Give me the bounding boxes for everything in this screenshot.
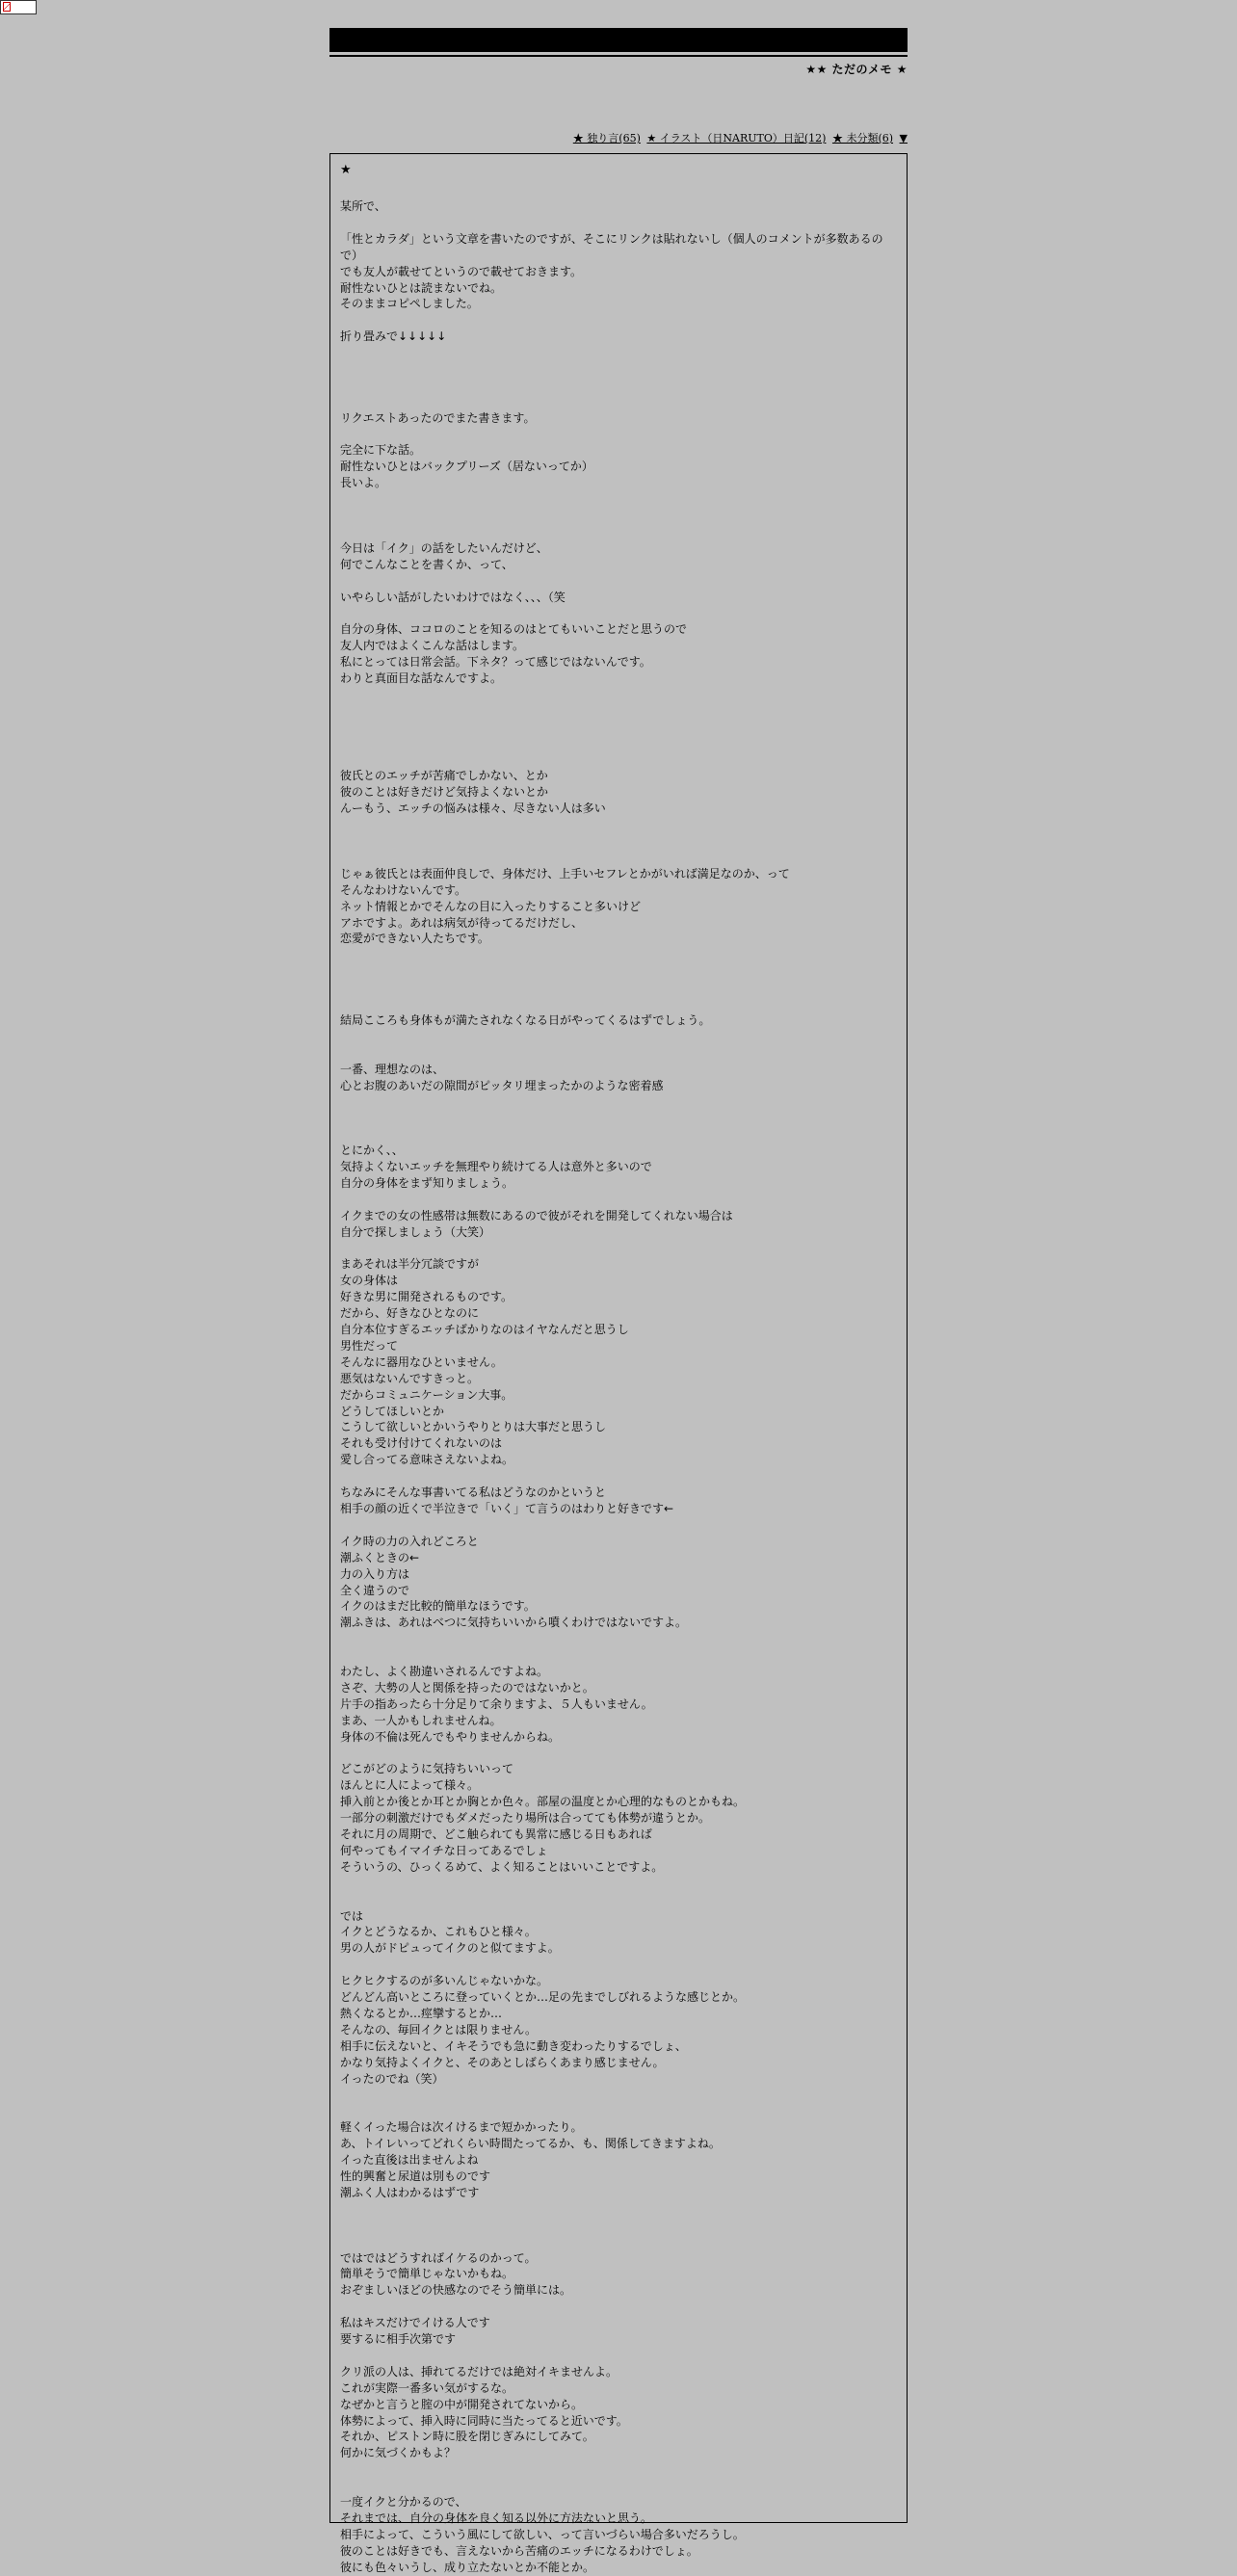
article-line — [340, 1192, 897, 1208]
article-line: 何かに気づくかもよ？ — [340, 2446, 457, 2460]
article-line — [340, 2348, 897, 2364]
article-line — [340, 1746, 897, 1762]
article-line: 自分の身体をまず知りましょう。 — [340, 1175, 514, 1190]
article-line: 折り畳みで↓↓↓↓↓ — [340, 329, 447, 344]
article-line: 相手の顔の近くで半泣きで「いく」て言うのはわりと好きです← — [340, 1502, 674, 1515]
article-line — [340, 720, 897, 736]
article-line: 彼のことは好きだけど気持よくないとか — [340, 785, 549, 800]
article-line: 気持よくないエッチを無理やり続けてる人は意外と多いので — [340, 1160, 652, 1174]
article-line: 完全に下な話。 — [340, 443, 422, 458]
article-line: 私はキスだけでイける人です — [340, 2316, 490, 2330]
article-title: ★ — [340, 163, 352, 177]
header-bar — [329, 28, 908, 55]
article-line — [340, 2478, 897, 2494]
article-line: 愛し合ってる意味さえないよね。 — [340, 1453, 514, 1467]
article-line — [340, 508, 897, 524]
category-link-monologue[interactable]: ★ 独り言(65) — [572, 132, 641, 145]
article-line: 今日は「イク」の話をしたいんだけど、 — [340, 540, 548, 555]
article-line — [340, 1468, 897, 1485]
article-line: 男の人がドピュってイクのと似てますよ。 — [340, 1941, 560, 1956]
article-line — [340, 687, 897, 703]
article-line: 私にとっては日常会話。下ネタ？って感じではないんです。 — [340, 655, 651, 670]
article-line: 挿入前とか後とか耳とか胸とか色々。部屋の温度とか心理的なものとかもね。 — [340, 1795, 746, 1809]
article-line: そんなに器用なひといません。 — [340, 1354, 503, 1369]
article-line: 彼のことは好きでも、言えないから苦痛のエッチになるわけでしょ。 — [340, 2543, 698, 2558]
category-link-uncategorized[interactable]: ★ 未分類(6) — [831, 132, 894, 145]
article-line — [340, 963, 897, 980]
article-line — [340, 850, 897, 866]
article-line: リクエストあったのでまた書きます。 — [340, 410, 536, 425]
article-line: だからコミュニケーション大事。 — [340, 1387, 513, 1402]
article-line: 片手の指あったら十分足りて余りますよ、５人もいません。 — [340, 1696, 653, 1711]
article-line: イった直後は出ませんよね — [340, 2153, 479, 2168]
article-line — [340, 573, 897, 590]
article-line: んーもう、エッチの悩みは様々、尽きない人は多い — [340, 802, 606, 816]
article-line: 結局こころも身体もが満たされなくなる日がやってくるはずでしょう。 — [340, 1012, 711, 1027]
article-line: 力の入り方は — [340, 1566, 410, 1581]
article-line — [340, 1892, 897, 1908]
article-line: アホですよ。あれは病気が待ってるだけだし、 — [340, 915, 584, 930]
article-line: 何やってもイマイチな日ってあるでしょ — [340, 1843, 548, 1857]
article-line: 長いよ。 — [340, 476, 387, 490]
article-line — [340, 2461, 897, 2478]
article-line: 全く違うので — [340, 1583, 410, 1597]
article-line — [340, 2103, 897, 2119]
article-line: そのままコピペしました。 — [340, 297, 479, 311]
article-line — [340, 1517, 897, 1534]
article-line: 潮ふきは、あれはべつに気持ちいいから噴くわけではないですよ。 — [340, 1616, 688, 1630]
article-line: あ、トイレいってどれくらい時間たってるか、も、関係してきますよね。 — [340, 2137, 721, 2151]
article-line — [340, 833, 897, 850]
article-line: イったのでね（笑） — [340, 2071, 444, 2086]
article-line: さぞ、大勢の人と関係を持ったのではないかと。 — [340, 1680, 594, 1695]
article-line — [340, 996, 897, 1012]
article-body — [340, 198, 897, 2576]
article-line: イクまでの女の性感帯は無数にあるので彼がそれを開発してくれない場合は — [340, 1208, 733, 1222]
article-line: 一度イクと分かるので、 — [340, 2495, 467, 2510]
category-nav — [329, 130, 908, 145]
article-line: 相手によって、こういう風にして欲しい、って言いづらい場合多いだろうし。 — [340, 2527, 745, 2541]
article-line — [340, 1126, 897, 1143]
article-line: イクのはまだ比較的簡単なほうです。 — [340, 1599, 536, 1614]
article-line: 心とお腹のあいだの隙間がピッタリ埋まったかのような密着感 — [340, 1078, 664, 1092]
broken-image-glyph — [3, 2, 11, 12]
article-line: 自分の身体、ココロのことを知るのはとてもいいことだと思うので — [340, 622, 688, 637]
article-line — [340, 1045, 897, 1062]
article-line — [340, 394, 897, 410]
article-line — [340, 524, 897, 540]
article-line: イク時の力の入れどころと — [340, 1534, 479, 1548]
article-line — [340, 2299, 897, 2315]
article-line: ほんとに人によって様々。 — [340, 1778, 480, 1793]
article-line: ちなみにそんな事書いてる私はどうなのかというと — [340, 1485, 607, 1500]
article-line: 恋愛ができない人たちです。 — [340, 932, 489, 946]
article-line: 男性だって — [340, 1338, 399, 1353]
article-line: おぞましいほどの快感なのでそう簡単には。 — [340, 2283, 572, 2298]
article-line: 彼にも色々いうし、成り立たないとか不能とか。 — [340, 2560, 595, 2574]
article-line: かなり気持よくイクと、そのあとしばらくあまり感じません。 — [340, 2055, 665, 2069]
article-line: そういうの、ひっくるめて、よく知ることはいいことですよ。 — [340, 1859, 664, 1874]
article-line — [340, 752, 897, 769]
article-line — [340, 1631, 897, 1647]
article-line: わりと真面目な話なんですよ。 — [340, 671, 503, 686]
article-line: どうしてほしいとか — [340, 1404, 445, 1418]
article-line: じゃぁ彼氏とは表面仲良しで、身体だけ、上手いセフレとかがいれば満足なのか、って — [340, 866, 790, 881]
article-line: 悪気はないんですきっと。 — [340, 1371, 480, 1385]
article-line: それに月の周期で、どこ触られても異常に感じる日もあれば — [340, 1827, 652, 1842]
article-line: それも受け付けてくれないのは — [340, 1436, 503, 1451]
article-line: 潮ふくときの← — [340, 1550, 420, 1564]
article-line: 女の身体は — [340, 1274, 399, 1288]
article-line — [340, 345, 897, 361]
article-line: 相手に伝えないと、イキそうでも急に動き変わったりするでしょ、 — [340, 2038, 687, 2053]
article-line — [340, 215, 897, 231]
article-line — [340, 980, 897, 996]
article-line: とにかく、、 — [340, 1143, 404, 1158]
broken-image-icon — [0, 0, 37, 14]
article-line — [340, 1093, 897, 1110]
article-line: それか、ピストン時に股を閉じぎみにしてみて。 — [340, 2430, 594, 2444]
article-line — [340, 2201, 897, 2218]
article-line: 自分で探しましょう（大笑） — [340, 1224, 491, 1239]
article-line: 好きな男に開発されるものです。 — [340, 1290, 513, 1304]
article-line: 耐性ないひとはバックプリーズ（居ないってか） — [340, 460, 593, 474]
article-line: ヒクヒクするのが多いんじゃないかな。 — [340, 1974, 549, 1988]
article-line: どこがどのように気持ちいいって — [340, 1762, 514, 1776]
article-line: 潮ふく人はわかるはずです — [340, 2185, 480, 2199]
article-line — [340, 1957, 897, 1973]
article-line — [340, 378, 897, 394]
blog-container — [329, 28, 908, 2574]
article-line: まあ、一人かもしれませんね。 — [340, 1713, 502, 1727]
article-line — [340, 1110, 897, 1126]
article-line: 体勢によって、挿入時に同時に当たってると近いです。 — [340, 2413, 628, 2428]
article-line: そんなわけないんです。 — [340, 882, 467, 897]
article-line: それまでは、自分の身体を良く知る以外に方法ないと思う。 — [340, 2510, 653, 2525]
article-line — [340, 2218, 897, 2234]
article-line — [340, 312, 897, 329]
article-line: まあそれは半分冗談ですが — [340, 1257, 480, 1272]
article-line: 自分本位すぎるエッチばかりなのはイヤなんだと思うし — [340, 1323, 629, 1337]
article-line — [340, 817, 897, 833]
article-line: これが実際一番多い気がするな。 — [340, 2380, 514, 2395]
article-line: だから、好きなひとなのに — [340, 1306, 480, 1321]
article-line: わたし、よく勘違いされるんですよね。 — [340, 1665, 549, 1679]
blog-title: ★★ ただのメモ ★ — [805, 63, 908, 76]
article-line: 一部分の刺激だけでもダメだったり場所は合ってても体勢が違うとか。 — [340, 1811, 711, 1826]
article-line: では — [340, 1908, 364, 1923]
article-line — [340, 947, 897, 963]
article-line — [340, 1241, 897, 1257]
category-dropdown-toggle[interactable]: ▼ — [899, 132, 908, 145]
article-line: ではではどうすればイケるのかって。 — [340, 2250, 537, 2265]
article-line: 一番、理想なのは、 — [340, 1062, 445, 1076]
article-line: でも友人が載せてというので載せておきます。 — [340, 264, 583, 278]
article-line: こうして欲しいとかいうやりとりは大事だと思うし — [340, 1420, 607, 1434]
article-line: 某所で、 — [340, 199, 386, 213]
article-line: 熱くなるとか…痙攣するとか… — [340, 2006, 503, 2020]
article-line — [340, 1029, 897, 1045]
article-line — [340, 2088, 897, 2104]
article-line: 「性とカラダ」という文章を書いたのですが、そこにリンクは貼れないし（個人のコメントが多数あるので） — [340, 231, 883, 262]
article-box — [329, 153, 908, 2574]
article-line: ネット情報とかでそんなの目に入ったりすること多いけど — [340, 899, 642, 913]
article-line: 身体の不倫は死んでもやりませんからね。 — [340, 1729, 561, 1744]
article-line — [340, 736, 897, 752]
article-line — [340, 2234, 897, 2250]
article-line: そんなの、毎回イクとは限りません。 — [340, 2022, 538, 2037]
category-link-illustration[interactable]: ★ イラスト（日NARUTO）日記(12) — [646, 132, 827, 145]
article-line: 簡単そうで簡単じゃないかもね。 — [340, 2267, 514, 2281]
article-line — [340, 361, 897, 378]
article-line: 耐性ないひとは読まないでね。 — [340, 280, 503, 295]
article-line: 何でこんなことを書くか、って、 — [340, 557, 513, 571]
article-line — [340, 605, 897, 621]
article-line — [340, 1876, 897, 1892]
article-line: いやらしい話がしたいわけではなく、、、（笑 — [340, 590, 566, 604]
article-line — [340, 491, 897, 508]
article-line: 要するに相手次第です — [340, 2332, 457, 2347]
article-line: なぜかと言うと腟の中が開発されてないから。 — [340, 2397, 584, 2411]
article-line — [340, 703, 897, 720]
article-line: 軽くイった場合は次イけるまで短かかったり。 — [340, 2120, 583, 2135]
article-line: 彼氏とのエッチが苦痛でしかない、とか — [340, 769, 548, 783]
article-line: 友人内ではよくこんな話はします。 — [340, 639, 525, 653]
article-line — [340, 1647, 897, 1664]
article-line: イクとどうなるか、これもひと様々。 — [340, 1925, 537, 1939]
article-line: クリ派の人は、挿れてるだけでは絶対イキませんよ。 — [340, 2364, 618, 2379]
article-line — [340, 427, 897, 443]
article-line: どんどん高いところに登っていくとか…足の先までしびれるような感じとか。 — [340, 1990, 746, 2005]
article-line: 性的興奮と尿道は別ものです — [340, 2169, 491, 2184]
